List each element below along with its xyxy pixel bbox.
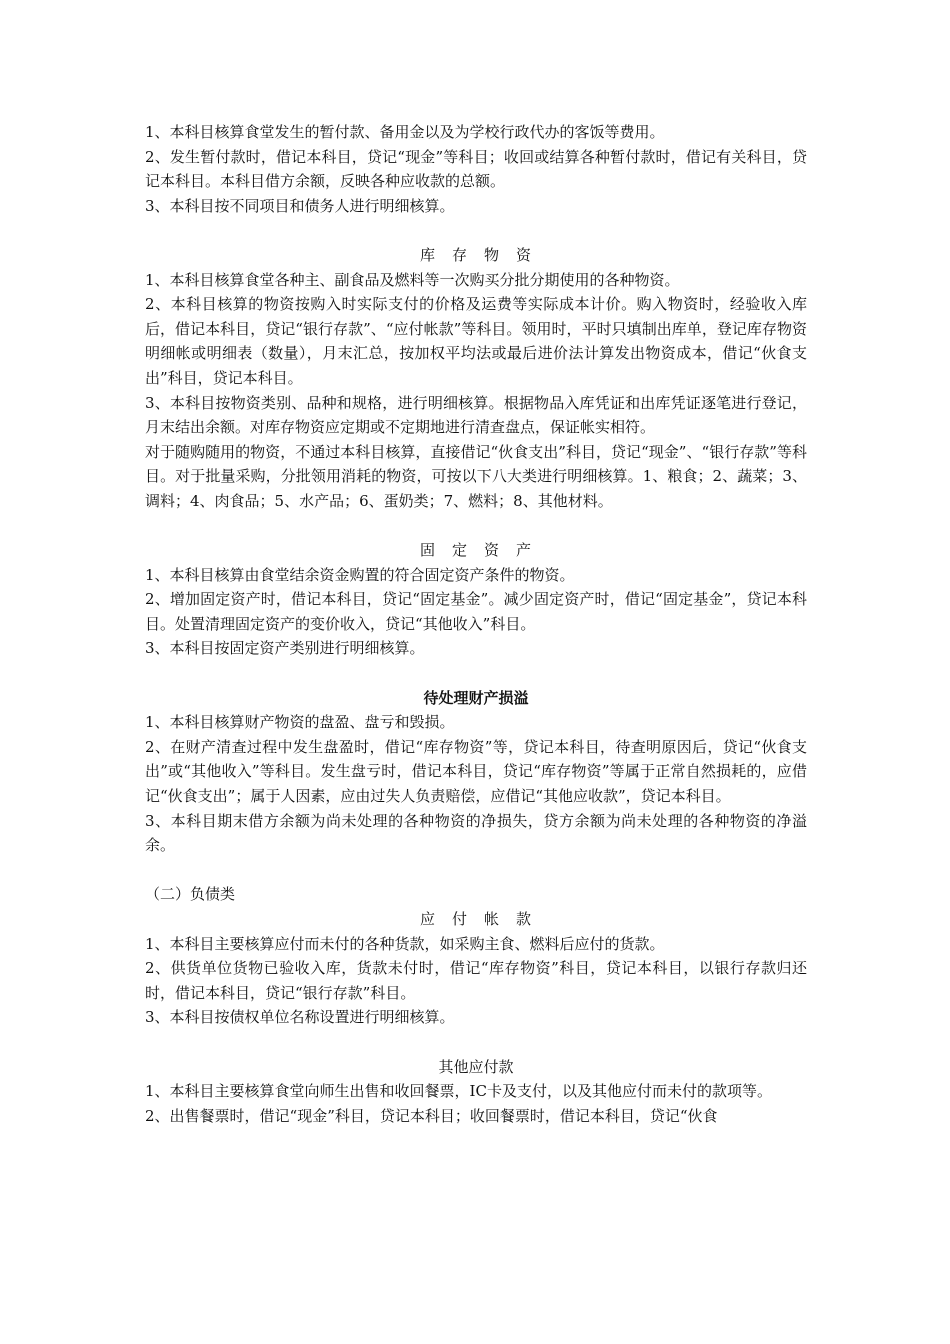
section-heading-fixed-assets: 固 定 资 产: [419, 541, 532, 560]
paragraph: 3、本科目按不同项目和债务人进行明细核算。: [145, 196, 455, 215]
paragraph: 3、本科目按物资类别、品种和规格，进行明细核算。根据物品入库凭证和出库凭证逐笔进行登记，月末结出余额。对库存物资应定期或不定期地进行清查盘点，保证帐实相符。: [145, 393, 807, 437]
paragraph: 2、供货单位货物已验收入库，货款未付时，借记“库存物资”科目，贷记本科目，以银行存款归还时，借记本科目，贷记“银行存款”科目。: [145, 959, 807, 1002]
paragraph: 1、本科目核算食堂各种主、副食品及燃料等一次购买分批分期使用的各种物资。: [145, 270, 680, 289]
paragraph: 2、出售餐票时，借记“现金”科目，贷记本科目；收回餐票时，借记本科目，贷记“伙食: [145, 1106, 718, 1125]
spacer: [145, 514, 807, 539]
paragraph: 1、本科目核算财产物资的盘盈、盘亏和毁损。: [145, 713, 455, 732]
spacer: [145, 1030, 807, 1055]
paragraph: 3、本科目按债权单位名称设置进行明细核算。: [145, 1008, 455, 1027]
spacer: [145, 661, 807, 686]
paragraph: 对于随购随用的物资，不通过本科目核算，直接借记“伙食支出”科目，贷记“现金”、“银行存款”等科目。对于批量采购，分批领用消耗的物资，可按以下八大类进行明细核算。1、粮食；2、蔬菜；3、调料；4、肉食品；5、水产品；6、蛋奶类；7、燃料；8、其他材料。: [145, 442, 807, 510]
paragraph: 3、本科目期末借方余额为尚未处理的各种物资的净损失，贷方余额为尚未处理的各种物资的净溢余。: [145, 811, 807, 855]
paragraph: 2、增加固定资产时，借记本科目，贷记“固定基金”。减少固定资产时，借记“固定基金”，贷记本科目。处置清理固定资产的变价收入，贷记“其他收入”科目。: [145, 590, 807, 633]
paragraph: 3、本科目按固定资产类别进行明细核算。: [145, 639, 425, 658]
spacer: [145, 218, 807, 243]
paragraph: 2、在财产清查过程中发生盘盈时，借记“库存物资”等，贷记本科目，待查明原因后，贷记“伙食支出”或“其他收入”等科目。发生盘亏时，借记本科目，贷记“库存物资”等属于正常自然损耗的，应借记“伙食支出”；属于人因素，应由过失人负责赔偿，应借记“其他应收款”，贷记本科目。: [145, 737, 807, 806]
section-heading-payables: 应 付 帐 款: [419, 910, 532, 928]
paragraph: 1、本科目主要核算食堂向师生出售和收回餐票，IC卡及支付，以及其他应付而未付的款项等。: [145, 1082, 772, 1101]
section-heading-pending-loss: 待处理财产损溢: [423, 688, 529, 707]
section-heading-other-payables: 其他应付款: [438, 1057, 514, 1076]
paragraph: 2、发生暂付款时，借记本科目，贷记“现金”等科目；收回或结算各种暂付款时，借记有关科目，贷记本科目。本科目借方余额，反映各种应收款的总额。: [145, 147, 807, 191]
category-heading-liabilities: （二）负债类: [145, 885, 236, 904]
paragraph: 1、本科目核算食堂发生的暂付款、备用金以及为学校行政代办的客饭等费用。: [145, 123, 665, 141]
section-heading-inventory: 库 存 物 资: [419, 245, 532, 264]
paragraph: 1、本科目主要核算应付而未付的各种货款，如采购主食、燃料后应付的货款。: [145, 934, 665, 953]
spacer: [145, 858, 807, 883]
document-page: [145, 120, 807, 1128]
paragraph: 1、本科目核算由食堂结余资金购置的符合固定资产条件的物资。: [145, 565, 575, 584]
paragraph: 2、本科目核算的物资按购入时实际支付的价格及运费等实际成本计价。购入物资时，经验收入库后，借记本科目，贷记“银行存款”、“应付帐款”等科目。领用时，平时只填制出库单，登记库存物资明细帐或明细表（数量），月末汇总，按加权平均法或最后进价法计算发出物资成本，借记“伙食支出”科目，贷记本科目。: [145, 295, 807, 387]
